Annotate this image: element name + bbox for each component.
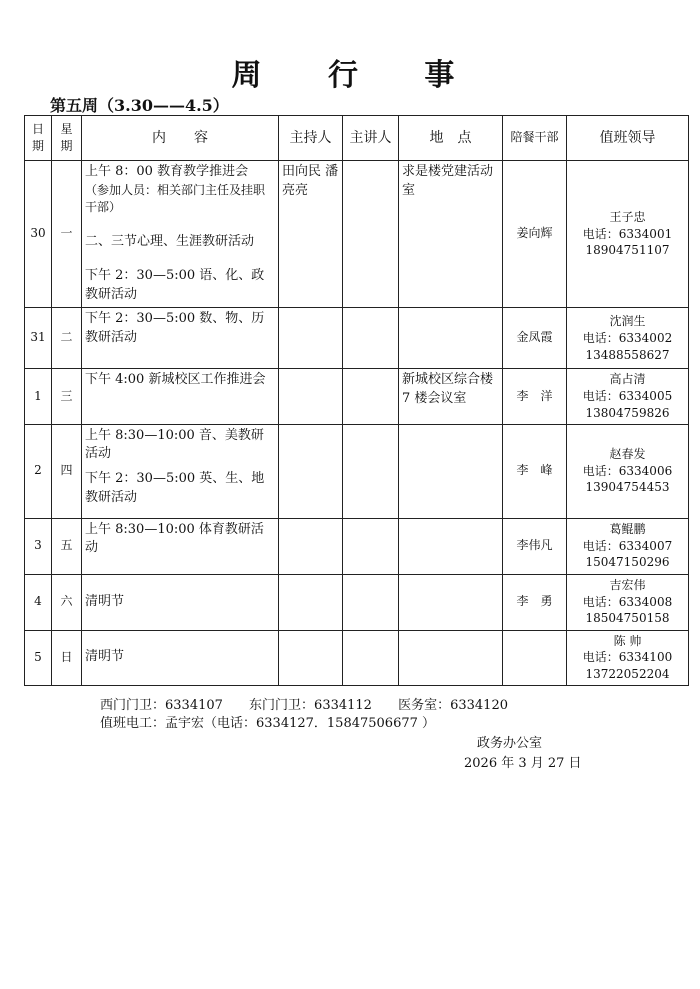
row-meal: [503, 630, 567, 685]
content-spacer: [85, 251, 275, 267]
header-content: 内 容: [82, 116, 279, 161]
document-title: 周 行 事: [231, 58, 483, 93]
table-row: [25, 308, 689, 369]
row-duty: [567, 369, 689, 424]
duty-name: 陈 帅: [613, 633, 642, 648]
duty-mobile: 18904751107: [585, 243, 670, 258]
duty-mobile: 15047150296: [585, 555, 670, 570]
week-label: 第五周（3.30——4.5）: [50, 96, 229, 115]
row-location: [399, 518, 503, 574]
row-host: [279, 518, 343, 574]
row-location: [399, 424, 503, 518]
row-host: [279, 369, 343, 424]
row-date: 31: [25, 308, 52, 369]
row-speaker: [343, 369, 399, 424]
table-row: [25, 161, 689, 308]
row-speaker: [343, 518, 399, 574]
duty-phone: 电话：6334001: [582, 226, 673, 241]
row-date: 2: [25, 424, 52, 518]
content-line: 下午 2：30—5:00 数、物、历教研活动: [85, 311, 265, 345]
content-line: 下午 2：30—5:00 英、生、地教研活动: [85, 471, 265, 506]
duty-mobile: 13804759826: [585, 405, 670, 420]
content-line: 上午 8：00 教育教学推进会: [85, 164, 249, 179]
content-line: 下午 2：30—5:00 语、化、政教研活动: [85, 268, 265, 303]
row-speaker: [343, 574, 399, 630]
table-row: [25, 369, 689, 424]
west-gate-phone: 西门门卫：6334107: [100, 698, 223, 713]
schedule-table: [24, 115, 689, 686]
table-header-row: [25, 116, 689, 161]
row-speaker: [343, 424, 399, 518]
duty-phone: 电话：6334002: [582, 330, 673, 345]
duty-mobile: 18504750158: [585, 611, 670, 626]
row-content: [82, 161, 279, 308]
row-meal: 李 峰: [503, 424, 567, 518]
row-weekday: 六: [52, 574, 82, 630]
row-speaker: [343, 630, 399, 685]
content-line: 清明节: [85, 593, 125, 609]
content-line: 上午 8:30—10:00 音、美教研活动: [85, 427, 264, 462]
header-weekday: 星期: [52, 116, 82, 161]
row-content: [82, 308, 279, 369]
duty-phone: 电话：6334007: [582, 538, 673, 553]
table-row: [25, 424, 689, 518]
content-line: 上午 8:30—10:00 体育教研活动: [85, 521, 264, 556]
duty-name: 赵春发: [609, 446, 646, 461]
duty-name: 吉宏伟: [609, 577, 646, 592]
row-weekday: 五: [52, 518, 82, 574]
header-duty: 值班领导: [567, 116, 689, 161]
header-date: 日期: [25, 116, 52, 161]
row-duty: [567, 161, 689, 308]
header-meal: 陪餐干部: [503, 116, 567, 161]
row-location: 求是楼党建活动室: [399, 161, 503, 308]
row-host: [279, 574, 343, 630]
row-meal: 李 勇: [503, 574, 567, 630]
row-duty: [567, 574, 689, 630]
row-date: 3: [25, 518, 52, 574]
row-weekday: 四: [52, 424, 82, 518]
content-line: （参加人员：相关部门主任及挂职干部）: [85, 182, 266, 215]
row-weekday: 二: [52, 308, 82, 369]
row-weekday: 一: [52, 161, 82, 308]
east-gate-phone: 东门门卫：6334112: [249, 698, 372, 713]
row-date: 4: [25, 574, 52, 630]
footer-phones: [100, 694, 530, 713]
row-date: 1: [25, 369, 52, 424]
row-content: [82, 518, 279, 574]
row-duty: [567, 630, 689, 685]
table-row: [25, 574, 689, 630]
row-weekday: 日: [52, 630, 82, 685]
row-duty: [567, 518, 689, 574]
row-location: [399, 308, 503, 369]
row-date: 30: [25, 161, 52, 308]
duty-phone: 电话：6334100: [582, 650, 673, 665]
duty-phone: 电话：6334008: [582, 594, 673, 609]
row-location: [399, 630, 503, 685]
row-meal: 金凤霞: [503, 308, 567, 369]
duty-phone: 电话：6334006: [582, 463, 673, 478]
row-location: 新城校区综合楼 7 楼会议室: [399, 369, 503, 424]
row-speaker: [343, 161, 399, 308]
header-location: 地 点: [399, 116, 503, 161]
row-meal: 李伟凡: [503, 518, 567, 574]
row-duty: [567, 308, 689, 369]
row-content: [82, 369, 279, 424]
clinic-phone: 医务室：6334120: [398, 698, 508, 713]
table-row: [25, 518, 689, 574]
duty-phone: 电话：6334005: [582, 388, 673, 403]
row-content: [82, 574, 279, 630]
content-spacer: [85, 217, 275, 233]
row-meal: 李 洋: [503, 369, 567, 424]
content-line: 下午 4:00 新城校区工作推进会: [85, 372, 266, 388]
row-host: [279, 630, 343, 685]
duty-name: 葛鲲鹏: [609, 521, 646, 536]
issue-date: 2026 年 3 月 27 日: [464, 756, 582, 771]
row-speaker: [343, 308, 399, 369]
row-meal: 姜向辉: [503, 161, 567, 308]
row-duty: [567, 424, 689, 518]
table-row: [25, 630, 689, 685]
row-location: [399, 574, 503, 630]
duty-mobile: 13722052204: [585, 667, 670, 682]
row-weekday: 三: [52, 369, 82, 424]
row-host: 田向民 潘亮亮: [279, 161, 343, 308]
duty-name: 王子忠: [609, 209, 646, 224]
electrician-line: 值班电工：孟宇宏（电话：6334127．15847506677 ）: [100, 716, 436, 731]
row-content: [82, 424, 279, 518]
duty-mobile: 13488558627: [585, 347, 670, 362]
duty-name: 沈润生: [609, 313, 646, 328]
header-host: 主持人: [279, 116, 343, 161]
duty-mobile: 13904754453: [585, 480, 670, 495]
row-host: [279, 308, 343, 369]
office-name: 政务办公室: [477, 736, 543, 751]
row-date: 5: [25, 630, 52, 685]
content-line: 二、三节心理、生涯教研活动: [85, 233, 255, 249]
row-content: [82, 630, 279, 685]
content-line: 清明节: [85, 649, 125, 665]
duty-name: 高占清: [609, 372, 646, 387]
header-speaker: 主讲人: [343, 116, 399, 161]
row-host: [279, 424, 343, 518]
